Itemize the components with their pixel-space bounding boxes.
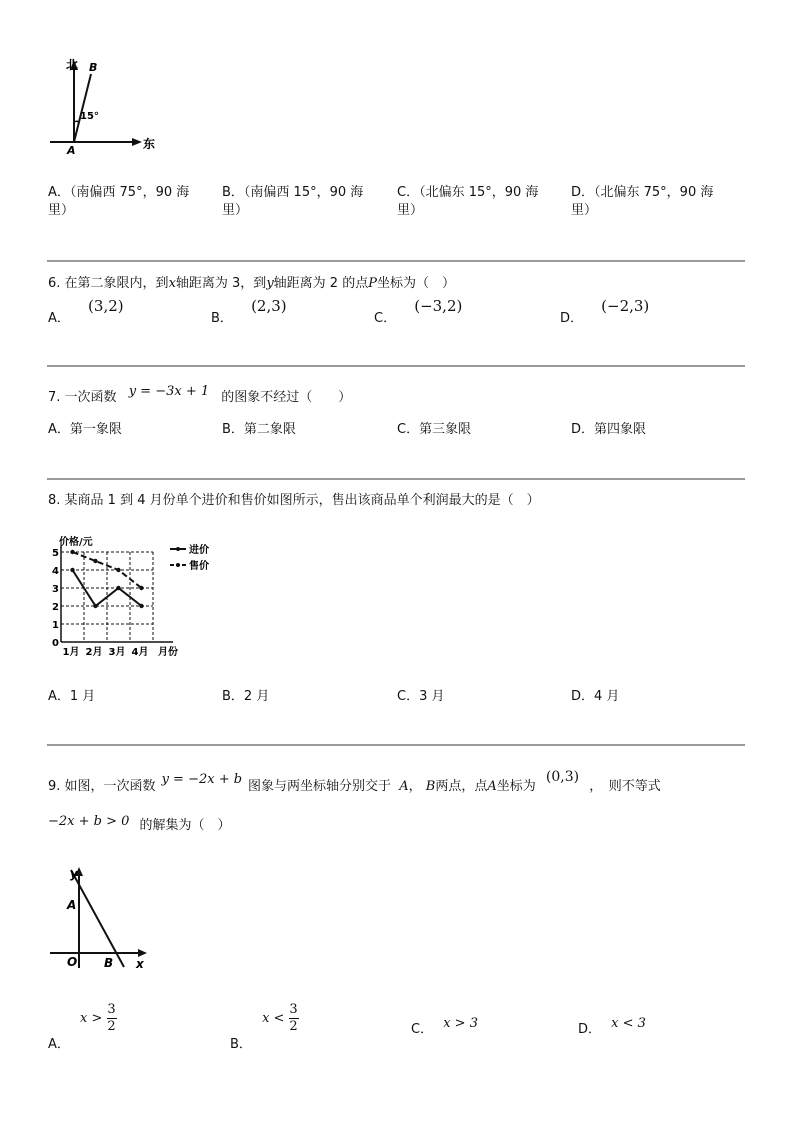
q7-option-c[interactable]: C．第三象限: [397, 422, 472, 437]
q8-option-b[interactable]: B．2 月: [222, 689, 270, 704]
q7-option-b[interactable]: B．第二象限: [222, 422, 296, 437]
q9-option-a[interactable]: A． x > $\frac{3}{2}$: [48, 1002, 116, 1052]
q6-option-c[interactable]: C． (−3,2): [374, 297, 463, 326]
north-label: 北: [66, 58, 79, 72]
x-axis-label: x: [136, 957, 144, 971]
q6-stem: 6. 在第二象限内，到x轴距离为 3，到y轴距离为 2 的点P坐标为（ ）: [48, 276, 455, 291]
q8-option-d[interactable]: D．4 月: [571, 689, 620, 704]
east-label: 东: [143, 137, 156, 151]
ray-ab: [74, 74, 91, 142]
legend-label: 售价: [189, 561, 209, 572]
q9-option-d[interactable]: D． x < 3: [578, 1016, 646, 1037]
data-point: [70, 568, 74, 572]
y-tick-label: 2: [52, 602, 59, 613]
divider: [47, 744, 745, 746]
q8-option-c[interactable]: C．3 月: [397, 689, 445, 704]
q5-option-c[interactable]: C．（北偏东 15°，90 海 里）: [397, 185, 539, 218]
q5-option-b[interactable]: B．（南偏西 15°，90 海 里）: [222, 185, 364, 218]
data-point: [139, 586, 143, 590]
divider: [47, 365, 745, 367]
x-tick-label: 1月: [62, 647, 80, 658]
y-axis-label: y: [70, 867, 78, 881]
point-b-label: B: [89, 61, 98, 74]
q9-stem-line1: 9. 如图，一次函数 y = −2x + b 图象与两坐标轴分别交于 A， B两点，点A坐标为 (0,3) ， 则不等式: [48, 769, 661, 794]
point-a-label: A: [67, 898, 77, 912]
y-tick-label: 4: [52, 566, 59, 577]
origin-label: O: [67, 955, 78, 969]
legend-marker: [176, 563, 180, 567]
legend-marker: [176, 547, 180, 551]
q8-stem: 8. 某商品 1 到 4 月份单个进价和售价如图所示，售出该商品单个利润最大的是（ ）: [48, 493, 540, 508]
y-axis-title: 价格/元: [59, 537, 93, 548]
q9-option-b[interactable]: B． x < $\frac{3}{2}$: [230, 1002, 298, 1052]
legend-label: 进价: [189, 545, 209, 556]
data-point: [139, 604, 143, 608]
q7-option-d[interactable]: D．第四象限: [571, 422, 647, 437]
linear-function-graph: [48, 864, 158, 972]
y-tick-label: 1: [52, 620, 59, 631]
point-b-label: B: [104, 956, 114, 970]
q8-option-a[interactable]: A．1 月: [48, 689, 96, 704]
data-point: [93, 559, 97, 563]
x-axis-title: 月份: [158, 647, 178, 658]
x-tick-label: 3月: [108, 647, 126, 658]
q9-stem-line2: −2x + b > 0 的解集为（ ）: [48, 814, 231, 833]
q7-stem: 7. 一次函数 y = −3x + 1 的图象不经过（ ）: [48, 384, 352, 405]
q7-option-a[interactable]: A．第一象限: [48, 422, 122, 437]
q9-option-c[interactable]: C． x > 3: [411, 1016, 478, 1037]
x-tick-label: 2月: [85, 647, 103, 658]
data-point: [116, 568, 120, 572]
angle-label: 15°: [80, 111, 99, 122]
east-arrowhead: [132, 138, 142, 146]
x-arrowhead: [138, 949, 147, 957]
data-point: [70, 550, 74, 554]
data-point: [116, 586, 120, 590]
price-line-chart: [46, 530, 216, 660]
y-tick-label: 0: [52, 638, 59, 649]
y-tick-label: 5: [52, 548, 59, 559]
divider: [47, 478, 745, 480]
q6-option-a[interactable]: A． (3,2): [48, 297, 124, 326]
q5-option-a[interactable]: A．（南偏西 75°，90 海 里）: [48, 185, 190, 218]
q6-option-b[interactable]: B． (2,3): [211, 297, 287, 326]
fraction-three-halves: $\frac{3}{2}$: [107, 1002, 116, 1034]
data-point: [93, 604, 97, 608]
y-tick-label: 3: [52, 584, 59, 595]
divider: [47, 260, 745, 262]
q5-option-d[interactable]: D．（北偏东 75°，90 海 里）: [571, 185, 714, 218]
x-tick-label: 4月: [131, 647, 149, 658]
point-a-label: A: [67, 144, 76, 156]
q6-option-d[interactable]: D． (−2,3): [560, 297, 650, 326]
bearing-figure: [46, 56, 161, 156]
fraction-three-halves: $\frac{3}{2}$: [289, 1002, 298, 1034]
